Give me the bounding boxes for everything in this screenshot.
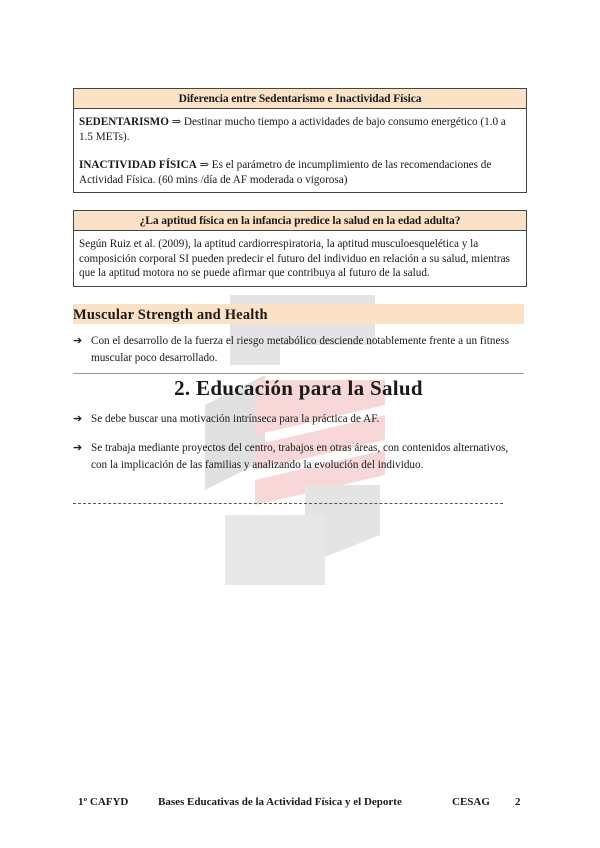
footer-subject: Bases Educativas de la Actividad Física y el Deporte: [158, 796, 402, 808]
page-number: 2: [515, 796, 521, 808]
aptitud-box-text: Según Ruiz et al. (2009), la aptitud cardiorrespiratoria, la aptitud musculoesquelética y la composición corporal SI pueden predecir el futuro del individuo en relación a su salud, mientras que la aptitud motora no se puede afirmar que contribuya al futuro de la salud.: [79, 238, 510, 280]
muscular-bullet-text: Con el desarrollo de la fuerza el riesgo metabólico desciende notablemente frente a un fitness muscular poco desarrollado.: [91, 335, 510, 364]
list-item: [73, 411, 523, 428]
sedentarismo-text: ⇒ Destinar mucho tiempo a actividades de bajo consumo energético (1.0 a 1.5 METs).: [79, 116, 506, 143]
arrow-bullet-icon: ➔: [73, 442, 83, 454]
definitions-box-header: Diferencia entre Sedentarismo e Inactividad Física: [74, 89, 526, 109]
inactividad-text: ⇒ Es el parámetro de incumplimiento de las recomendaciones de Actividad Física. (60 mins /día de AF moderada o vigorosa): [79, 159, 492, 186]
footer-school: CESAG: [452, 796, 490, 808]
list-item: [73, 333, 523, 366]
aptitud-box: [73, 210, 527, 287]
muscular-strength-heading: Muscular Strength and Health: [73, 304, 524, 324]
definitions-box: [73, 88, 527, 193]
dashed-separator: [73, 503, 503, 504]
sedentarismo-definition: [79, 115, 521, 144]
inactividad-definition: [79, 158, 521, 187]
arrow-bullet-icon: ➔: [73, 413, 83, 425]
inactividad-term: INACTIVIDAD FÍSICA: [79, 159, 197, 172]
sedentarismo-term: SEDENTARISMO: [79, 116, 169, 128]
section-divider: [73, 373, 524, 374]
footer-course: 1º CAFYD: [78, 796, 129, 808]
section-title: 2. Educación para la Salud: [174, 376, 423, 400]
education-bullet-text: Se debe buscar una motivación intrínseca para la práctica de AF.: [91, 413, 380, 425]
education-bullet-text: Se trabaja mediante proyectos del centro, trabajos en otras áreas, con contenidos alternativos, con la implicación de las familias y analizando la evolución del individuo.: [91, 442, 509, 471]
arrow-bullet-icon: ➔: [73, 335, 83, 347]
list-item: [73, 440, 523, 473]
aptitud-box-header: ¿La aptitud física en la infancia predice la salud en la edad adulta?: [74, 211, 526, 231]
